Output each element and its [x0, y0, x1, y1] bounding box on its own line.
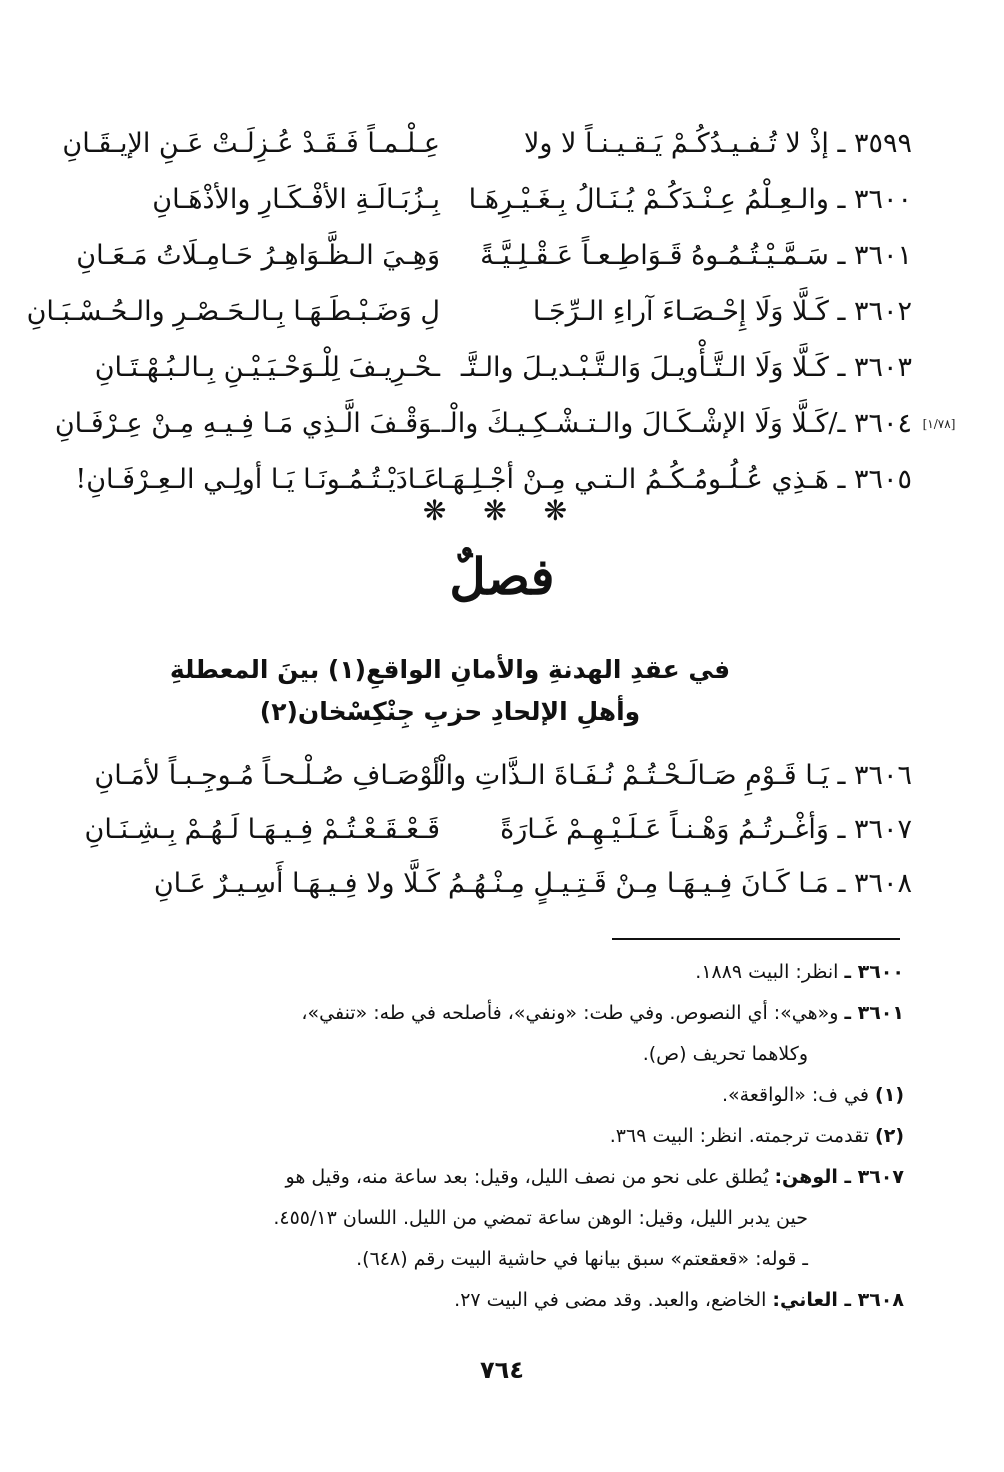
- verse-first-hemistich: ٣٦٠٥ ـ هَـذِي عُـلُـومُـكُـمُ الـتـي مِـنْ أجْـلِـهَـا: [436, 464, 912, 495]
- footnote-number: ٣٦٠٧ ـ الوهن:: [774, 1166, 904, 1188]
- footnote-divider: [612, 938, 900, 940]
- footnote-text: ـ قوله: «قعقعتم» سبق بيانها في حاشية البيت رقم (٦٤٨).: [356, 1248, 808, 1270]
- footnote-text: يُطلق على نحو من نصف الليل، وقيل: بعد ساعة منه، وقيل هو: [285, 1166, 769, 1188]
- verse-line: [40, 400, 912, 448]
- footnote-number: ٣٦٠٨ ـ العاني:: [772, 1289, 904, 1311]
- verse-second-hemistich: ـحْـرِيـفَ لِلْـوَحْـيَـيْـنِ بِـالـبُـهْـتَـانِ: [94, 352, 440, 383]
- chapter-heading-line-2: وأهلِ الإلحادِ حزبِ جِنْكِسْخان(٢): [259, 697, 641, 726]
- verse-line: [26, 288, 912, 336]
- footnote: [48, 993, 904, 1034]
- verse-line: [40, 120, 912, 168]
- page-number: ٧٦٤: [480, 1356, 524, 1384]
- verse-first-hemistich: ٣٦٠٢ ـ كَـلَّا وَلَا إِحْـصَـاءَ آراءِ الـرِّجَـا: [532, 296, 912, 327]
- footnotes: [48, 952, 904, 1321]
- footnote-text: وكلاهما تحريف (ص).: [642, 1043, 808, 1065]
- verse-line: [40, 752, 912, 800]
- footnote-text: و«هي»: أي النصوص. وفي طت: «ونفي»، فأصلحه في طه: «تنفي»،: [301, 1002, 839, 1024]
- footnote-text: انظر: البيت ١٨٨٩.: [695, 961, 839, 983]
- footnote: [48, 1075, 904, 1116]
- verse-second-hemistich: لِ وَضَـبْـطَـهَـا بِـالـحَـصْـرِ والـحُـسْـبَـانِ: [26, 296, 440, 327]
- verse-first-hemistich: ٣٦٠٨ ـ مَـا كَـانَ فِـيـهَـا مِـنْ قَـتِـيـلٍ مِـنْـهُـمُ: [448, 868, 912, 899]
- footnote: [48, 952, 904, 993]
- verse-line: [40, 806, 912, 854]
- verse-second-hemistich: وَهِـيَ الـظَّـوَاهِـرُ حَـامِـلَاتُ مَـعَـانِ: [76, 240, 440, 271]
- verse-first-hemistich: ٣٥٩٩ ـ إذْ لا تُـفـيـدُكُـمْ يَـقـيـنـاً لا ولا: [523, 128, 912, 159]
- footnote: [48, 1116, 904, 1157]
- verse-first-hemistich: ٣٦٠٧ ـ وَأغْـرتُـمُ وَهْـنـاً عَـلَـيْـهِـمْ غَـارَةً: [500, 814, 912, 845]
- verse-first-hemistich: ٣٦٠٣ ـ كَـلَّا وَلَا الـتَّـأْويـلَ وَالـتَّـبْـديـلَ والـتَّـ: [460, 352, 912, 383]
- footnote-text: في ف: «الواقعة».: [721, 1084, 869, 1106]
- footnote: [48, 1280, 904, 1321]
- section-title: فصلٌ: [449, 547, 555, 606]
- footnote-text: حين يدبر الليل، وقيل: الوهن ساعة تمضي من الليل. اللسان ٤٥٥/١٣.: [273, 1207, 808, 1229]
- footnote-continuation: [48, 1239, 904, 1280]
- footnote-number: ٣٦٠٠ ـ: [844, 961, 904, 983]
- verse-second-hemistich: ـوَقْـفَ الَّـذِي مَـا فِـيـهِ مِـنْ عِـرْفَـانِ: [54, 408, 440, 439]
- verse-line: [40, 860, 912, 908]
- verse-line: [40, 232, 912, 280]
- verse-second-hemistich: أوْصَـافِ صُـلْـحـاً مُـوجِـبـاً لأمَـانِ: [94, 760, 440, 791]
- verse-second-hemistich: كَـلَّا ولا فِـيـهَـا أَسِـيـرٌ عَـانِ: [153, 868, 440, 899]
- footnote-number: ٣٦٠١ ـ: [844, 1002, 904, 1024]
- footnote-number: (١): [875, 1084, 904, 1106]
- verse-second-hemistich: عِـلْـمـاً فَـقَـدْ عُـزِلَـتْ عَـنِ الإيـقَـانِ: [62, 128, 440, 159]
- footnote: [48, 1157, 904, 1198]
- footnote-text: الخاضع، والعبد. وقد مضى في البيت ٢٧.: [454, 1289, 767, 1311]
- verse-second-hemistich: بِـزُبَـالَـةِ الأفْـكَـارِ والأذْهَـانِ: [152, 184, 440, 215]
- verse-line: [40, 344, 912, 392]
- verse-first-hemistich: ٣٦٠٤ ـ/كَـلَّا وَلَا الإشْـكَـالَ والـتـشْـكِـيـكَ والْـ: [441, 408, 912, 439]
- margin-reference: [١/٧٨]: [922, 417, 956, 431]
- verse-second-hemistich: عَـادَيْـتُـمُـونَـا يَـا أولِـي الـعِـرْفَـانِ!: [75, 464, 440, 495]
- footnote-continuation: [48, 1198, 904, 1239]
- section-separator: ❋ ❋ ❋: [422, 494, 582, 527]
- verse-first-hemistich: ٣٦٠٠ ـ والـعِـلْمُ عِـنْـدَكُـمْ يُـنَـالُ بِـغَـيْـرِهَـا: [468, 184, 912, 215]
- verse-first-hemistich: ٣٦٠٦ ـ يَـا قَـوْمِ صَـالَـحْـتُـمْ نُـفَـاةَ الـذَّاتِ والْـ: [429, 760, 912, 791]
- footnote-text: تقدمت ترجمته. انظر: البيت ٣٦٩.: [609, 1125, 869, 1147]
- verse-first-hemistich: ٣٦٠١ ـ سَـمَّـيْـتُـمُـوهُ قَـوَاطِـعـاً عَـقْـلِـيَّـةً: [480, 240, 912, 271]
- verse-second-hemistich: قَـعْـقَـعْـتُـمْ فِـيـهَـا لَـهُـمْ بِـشِـنَـانِ: [84, 814, 440, 845]
- verse-line: [40, 176, 912, 224]
- footnote-number: (٢): [875, 1125, 904, 1147]
- footnote-continuation: [48, 1034, 904, 1075]
- chapter-heading-line-1: في عقدِ الهدنةِ والأمانِ الواقعِ(١) بينَ المعطلةِ: [169, 655, 731, 684]
